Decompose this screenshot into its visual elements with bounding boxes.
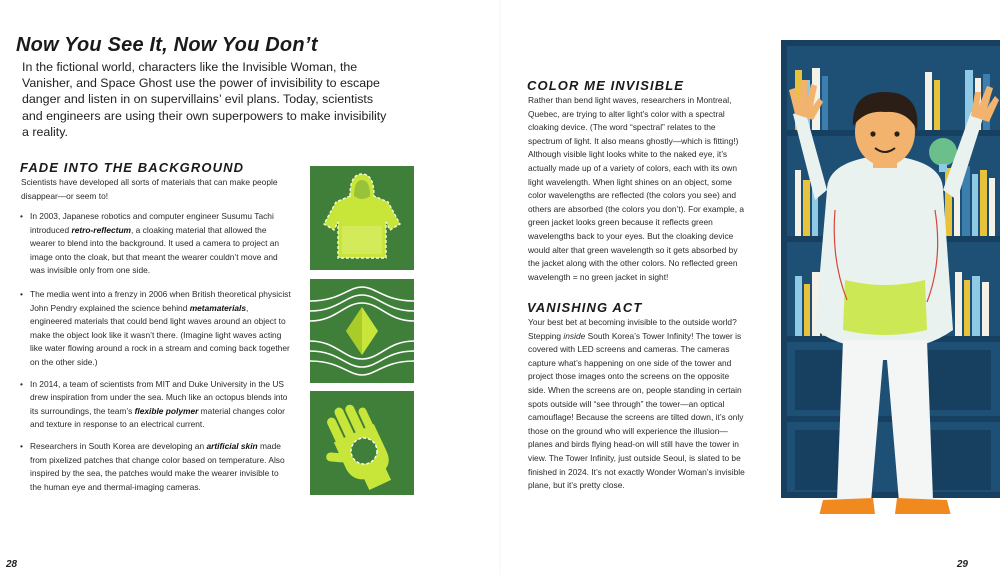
vanish-text-emphasis: inside bbox=[563, 330, 586, 341]
color-heading: COLOR ME INVISIBLE bbox=[527, 78, 685, 93]
glove-hand-icon bbox=[310, 391, 414, 495]
bullet-text-after: material changes color and texture in response to an electrical current. bbox=[30, 405, 285, 430]
vanish-text-after: South Korea’s Tower Infinity! The tower is covered with LED screens and cameras. The cameras capture what’s happening on one side of the tower and project those images onto the screens on the opposite side. When the screens are on, people standing in certain spots outside will “see through” the tower—an optical camouflage! Because the screens are tilted down, it’s only those on the ground who will experience the illusion—planes and birds flying head-on will still have the tower in view. The Tower Infinity, just outside Seoul, is slated to be finished in 2024. It’s not exactly Wonder Woman’s invisible plane, but it’s pretty close. bbox=[528, 330, 745, 491]
bullet-artificial-skin bbox=[20, 440, 292, 494]
page-number-left: 28 bbox=[6, 559, 18, 570]
bullet-text-before: In 2003, Japanese robotics and computer engineer Susumu Tachi introduced bbox=[30, 211, 274, 235]
bullet-flexible-polymer bbox=[20, 378, 292, 432]
fade-bullet-list bbox=[20, 210, 292, 494]
artificial-skin-tile bbox=[310, 391, 414, 495]
bullet-text-before: In 2014, a team of scientists from MIT and Duke University in the US drew inspiration from under the sea. Much like an octopus blends into its surroundings, the team’s bbox=[30, 378, 288, 416]
left-sneaker-icon bbox=[819, 498, 875, 516]
bookshelf-illustration-svg bbox=[775, 40, 1000, 548]
right-sneaker-icon bbox=[895, 498, 951, 516]
page-number-right: 29 bbox=[956, 559, 968, 570]
bullet-term: retro-reflectum bbox=[71, 224, 132, 235]
fade-intro-text: Scientists have developed all sorts of materials that can make people disappear—or seem to! bbox=[21, 177, 278, 201]
bullet-text-after: made from pixelized patches that change color based on temperature. Also inspired by the sea, the patches would make the wearer invisible to the human eye and thermal-imaging cameras. bbox=[30, 440, 285, 492]
color-body-text: Rather than bend light waves, researchers in Montreal, Quebec, are trying to alter light’s color with a spectral cloaking device. (The word “spectral” relates to the spectrum of light. It also means ghostly—which is fitting!) Although visible light looks white to the naked eye, it’s actually made up of a variety of colors, each with its own light wavelength. When light shines on an object, some color wavelengths are reflected (the colors you see) and others are absorbed (the colors you don’t). For example, a green jacket looks green because it reflects green wavelengths back to your eyes. But the cloaking device would alter that green wavelength so it gets absorbed by the jacket along with the other colors. No reflected green wavelength = no green jacket in sight! bbox=[528, 95, 744, 282]
right-page bbox=[500, 0, 1000, 575]
cloak-tile bbox=[310, 166, 414, 270]
globe-icon bbox=[929, 138, 957, 166]
bullet-term: flexible polymer bbox=[134, 405, 199, 416]
bullet-term: metamaterials bbox=[189, 302, 247, 313]
bullet-retro-reflectum bbox=[20, 210, 292, 278]
light-waves-diamond-icon bbox=[310, 279, 414, 383]
bullet-metamaterials bbox=[20, 288, 292, 370]
vanish-heading: VANISHING ACT bbox=[527, 300, 643, 315]
vanish-body-text bbox=[528, 316, 748, 493]
bullet-term: artificial skin bbox=[206, 440, 258, 451]
intro-paragraph: In the fictional world, characters like the Invisible Woman, the Vanisher, and Space Ghost use the power of invisibility to escape danger and listen in on supervillains’ evil plans. Today, scientists and engineers are using their own superpowers to make invisibility a reality. bbox=[22, 60, 387, 139]
metamaterial-tile bbox=[310, 279, 414, 383]
bullet-text-after: , engineered materials that could bend light waves around an object to make the object look like it wasn’t there. (Imagine light waves acting like water flowing around a rock in a stream and coming back together on the other side.) bbox=[30, 302, 290, 367]
fade-heading: FADE INTO THE BACKGROUND bbox=[20, 160, 245, 175]
page-title: Now You See It, Now You Don’t bbox=[16, 34, 318, 56]
vanish-text-before: Your best bet at becoming invisible to the outside world? Stepping bbox=[528, 317, 737, 341]
bookshelf-boy-illustration bbox=[775, 40, 1000, 548]
bullet-text-before: Researchers in South Korea are developing an bbox=[30, 440, 207, 451]
bullet-text-before: The media went into a frenzy in 2006 when British theoretical physicist John Pendry explained the science behind bbox=[30, 288, 291, 313]
bullet-text-after: , a cloaking material that allowed the wearer to blend into the background. It used a camera to project an image onto the cloak, but that meant the wearer couldn’t move and was invisible only from one side. bbox=[30, 224, 280, 276]
hooded-cloak-icon bbox=[310, 166, 414, 270]
